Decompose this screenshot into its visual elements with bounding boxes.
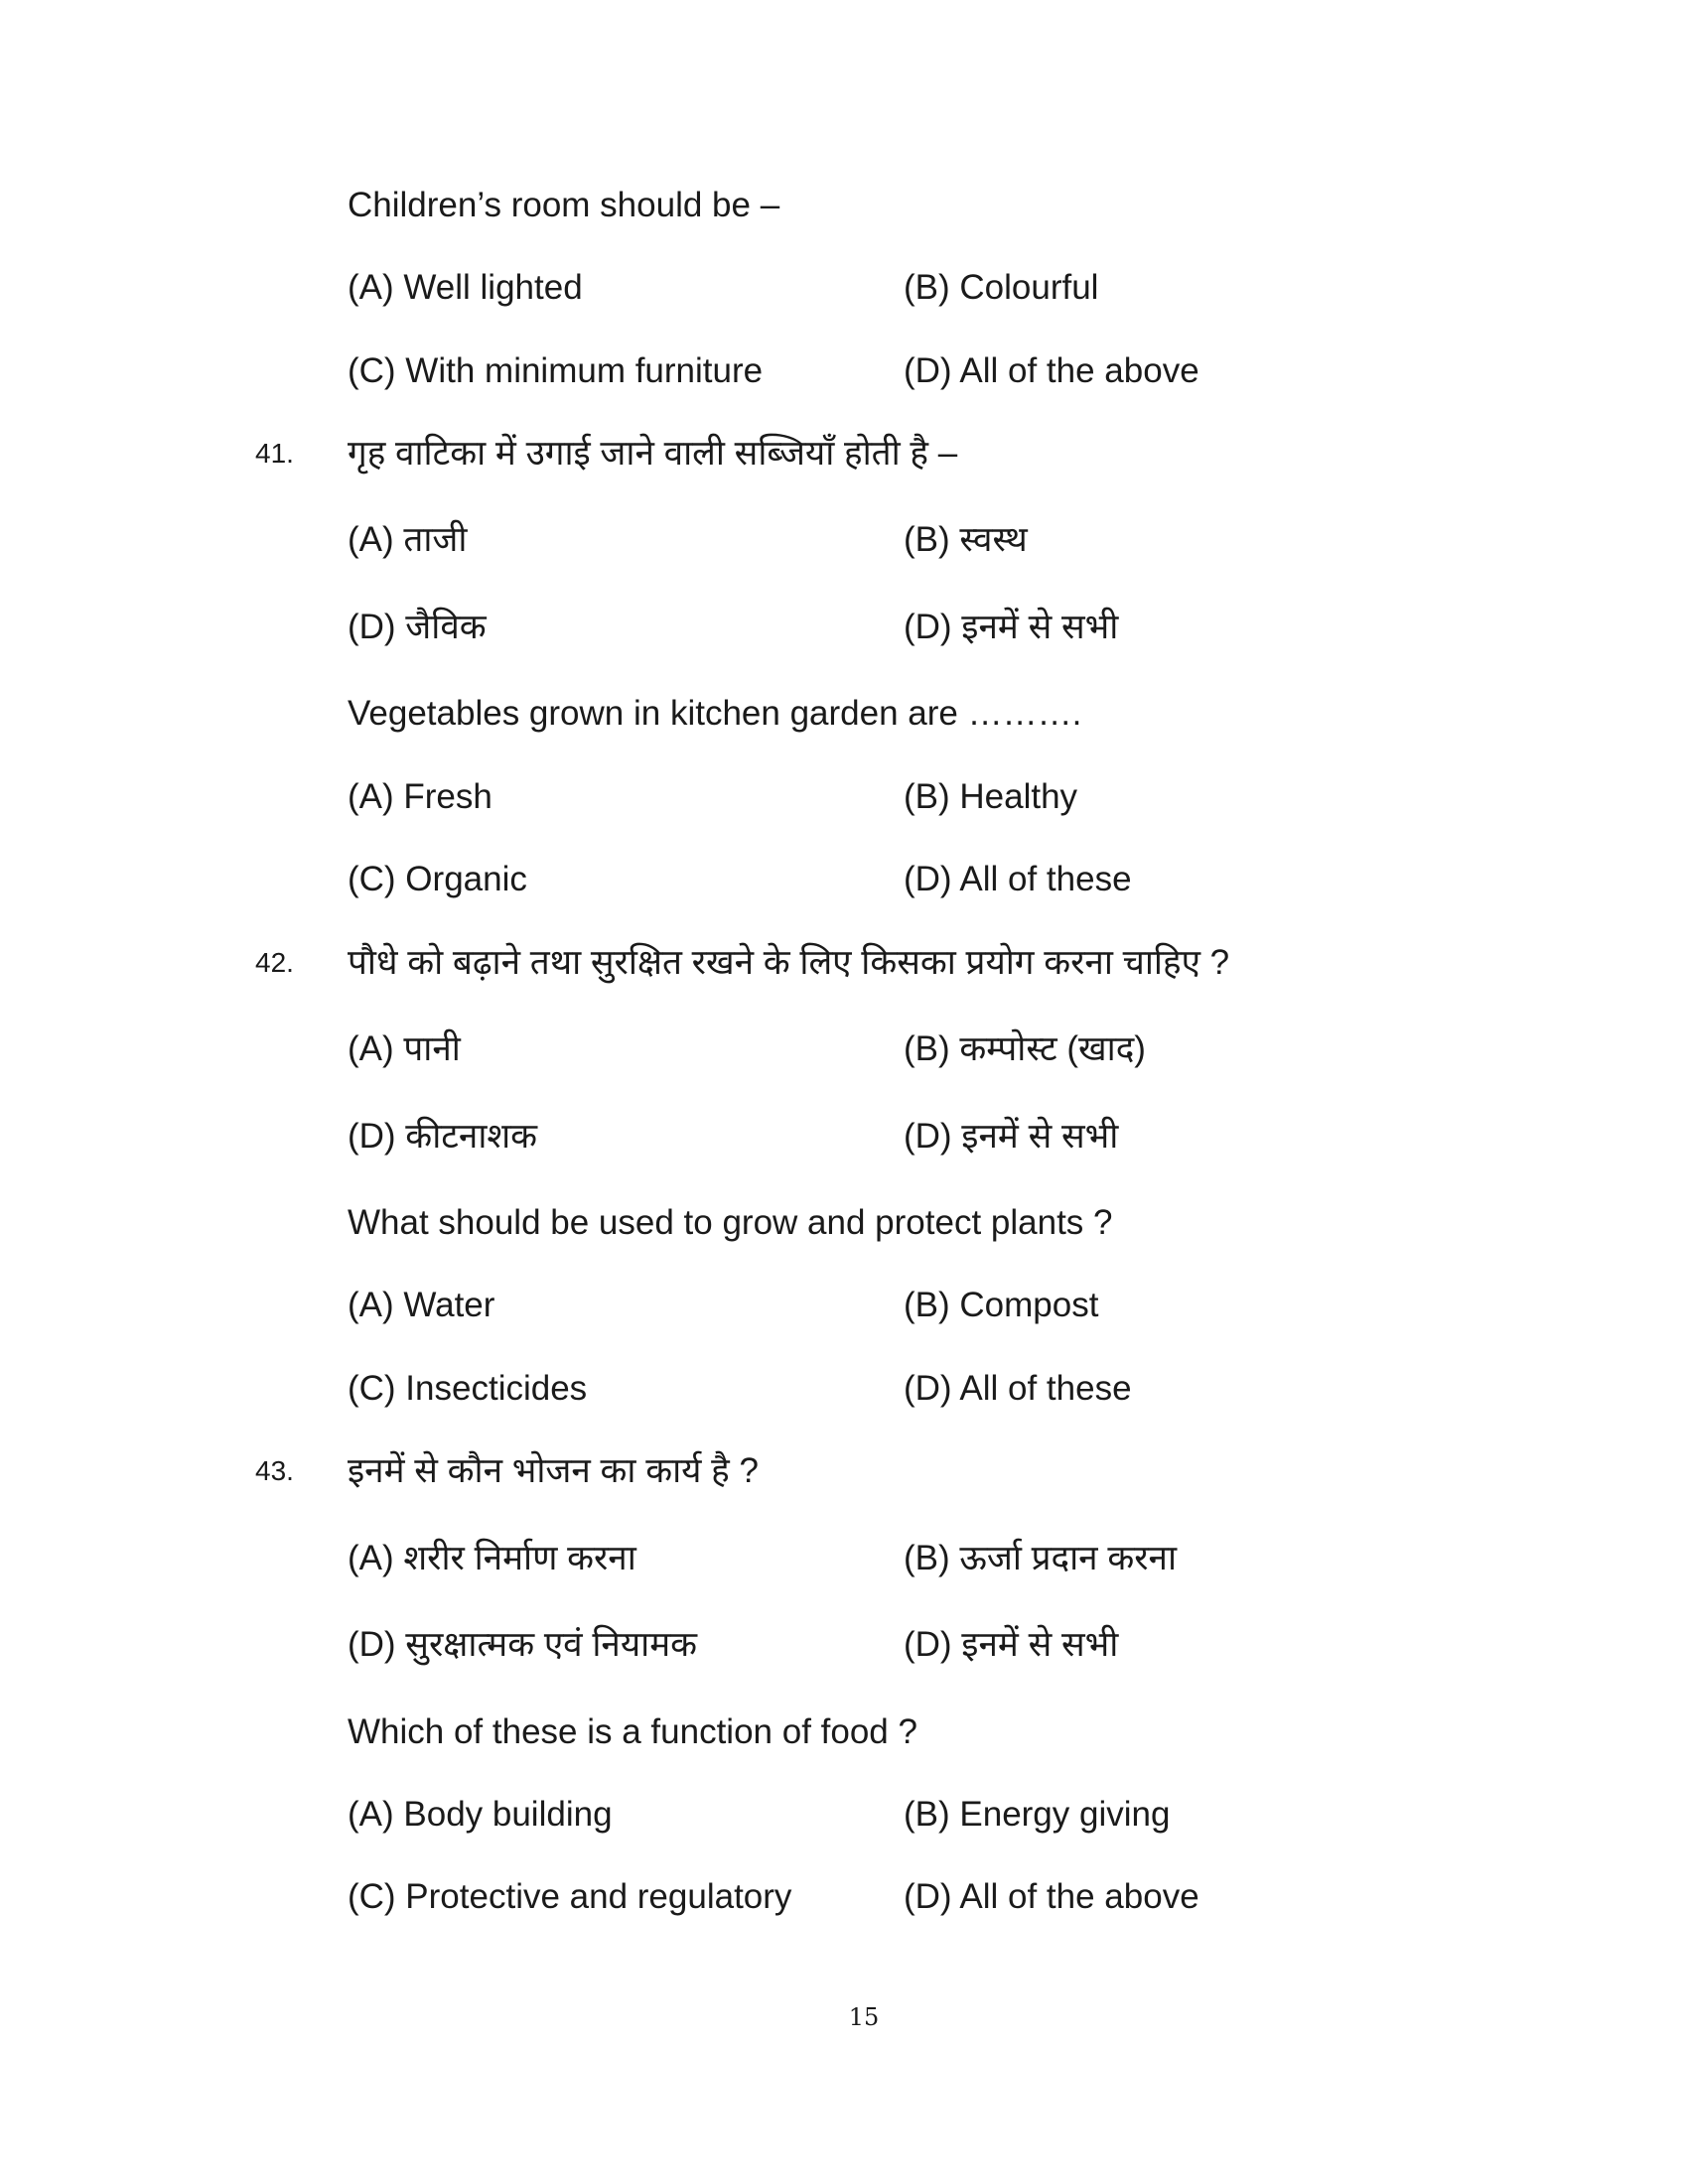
- question-text: What should be used to grow and protect plants ?: [348, 1203, 1113, 1242]
- question-text: Vegetables grown in kitchen garden are ……….: [348, 694, 1082, 733]
- option-c: (C) With minimum furniture: [348, 351, 764, 390]
- option-d: (D) All of the above: [904, 1877, 1199, 1916]
- option-c: (C) Organic: [348, 860, 527, 898]
- option-a: (A) शरीर निर्माण करना: [348, 1539, 636, 1577]
- question-text: पौधे को बढ़ाने तथा सुरक्षित रखने के लिए किसका प्रयोग करना चाहिए ?: [348, 943, 1230, 982]
- option-a: (A) Fresh: [348, 777, 492, 816]
- option-a: (A) Well lighted: [348, 268, 583, 307]
- question-text: गृह वाटिका में उगाई जाने वाली सब्जियाँ होती है –: [348, 434, 958, 473]
- option-c: (D) जैविक: [348, 608, 487, 646]
- option-c: (C) Insecticides: [348, 1369, 588, 1408]
- question-text: Children’s room should be –: [348, 186, 780, 224]
- option-b: (B) ऊर्जा प्रदान करना: [904, 1539, 1178, 1577]
- question-number: 42.: [255, 947, 294, 978]
- option-c: (D) सुरक्षात्मक एवं नियामक: [348, 1625, 698, 1664]
- question-text: इनमें से कौन भोजन का कार्य है ?: [348, 1451, 759, 1490]
- option-b: (B) Compost: [904, 1286, 1099, 1324]
- option-d: (D) All of these: [904, 1369, 1132, 1408]
- option-d: (D) All of these: [904, 860, 1132, 898]
- option-a: (A) Water: [348, 1286, 495, 1324]
- question-number: 43.: [255, 1455, 294, 1486]
- option-a: (A) Body building: [348, 1795, 613, 1834]
- question-number: 41.: [255, 438, 294, 469]
- page-number: 15: [848, 2003, 880, 2031]
- option-c: (C) Protective and regulatory: [348, 1877, 792, 1916]
- option-d: (D) इनमें से सभी: [904, 1625, 1119, 1664]
- option-d: (D) इनमें से सभी: [904, 1117, 1119, 1156]
- option-d: (D) इनमें से सभी: [904, 608, 1119, 646]
- option-a: (A) पानी: [348, 1029, 461, 1068]
- option-b: (B) Colourful: [904, 268, 1099, 307]
- question-text: Which of these is a function of food ?: [348, 1712, 917, 1751]
- option-a: (A) ताजी: [348, 520, 468, 559]
- option-d: (D) All of the above: [904, 351, 1199, 390]
- option-b: (B) Energy giving: [904, 1795, 1171, 1834]
- option-b: (B) स्वस्थ: [904, 520, 1028, 559]
- option-c: (D) कीटनाशक: [348, 1117, 538, 1156]
- option-b: (B) कम्पोस्ट (खाद): [904, 1029, 1146, 1068]
- option-b: (B) Healthy: [904, 777, 1078, 816]
